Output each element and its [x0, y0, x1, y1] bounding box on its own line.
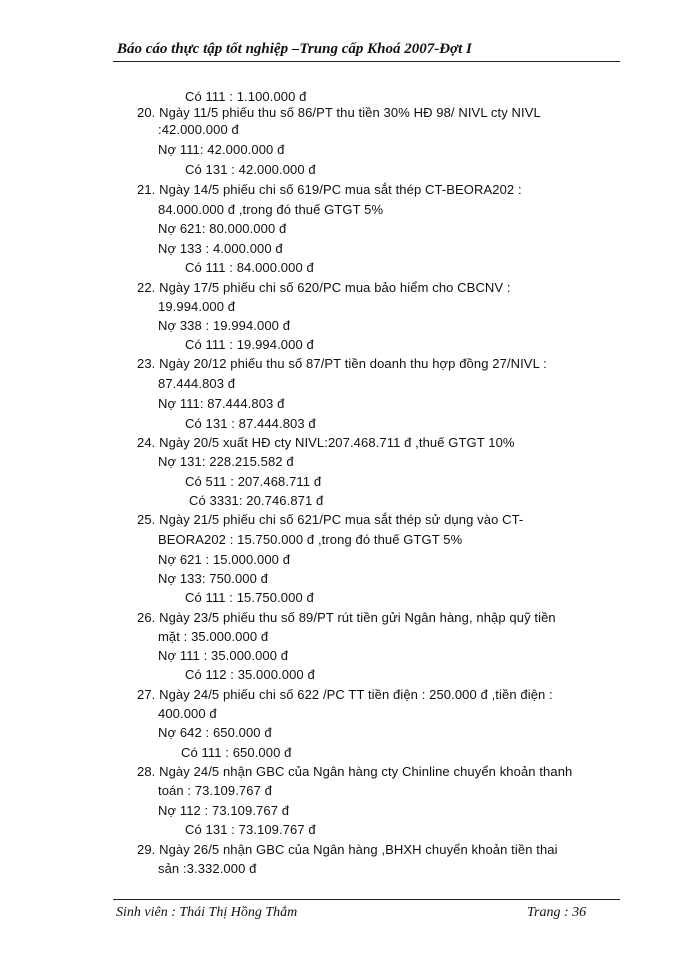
footer-student-name: Sinh viên : Thái Thị Hồng Thắm — [116, 905, 298, 920]
entry-line: Nợ 111 : 35.000.000 đ — [158, 648, 289, 663]
entry-line: Có 111 : 19.994.000 đ — [185, 337, 314, 352]
entry-line: 400.000 đ — [158, 706, 217, 721]
footer-rule — [113, 899, 620, 900]
entry-line: toán : 73.109.767 đ — [158, 783, 272, 798]
entry-line: Có 511 : 207.468.711 đ — [185, 474, 322, 489]
entry-line: 26. Ngày 23/5 phiếu thu số 89/PT rút tiền gửi Ngân hàng, nhập quỹ tiền — [137, 610, 556, 625]
entry-line: sản :3.332.000 đ — [158, 861, 257, 876]
entry-line: 23. Ngày 20/12 phiếu thu số 87/PT tiền doanh thu hợp đồng 27/NIVL : — [137, 356, 547, 371]
entry-line: Có 111 : 650.000 đ — [181, 745, 292, 760]
entry-line: Nợ 112 : 73.109.767 đ — [158, 803, 290, 818]
entry-line: Nợ 111: 42.000.000 đ — [158, 142, 285, 157]
entry-line: 20. Ngày 11/5 phiếu thu số 86/PT thu tiền 30% HĐ 98/ NIVL cty NIVL — [137, 105, 541, 120]
entry-line: Có 131 : 42.000.000 đ — [185, 162, 316, 177]
entry-line: Nợ 133: 750.000 đ — [158, 571, 268, 586]
entry-line: Nợ 621 : 15.000.000 đ — [158, 552, 291, 567]
entry-line: Có 131 : 87.444.803 đ — [185, 416, 316, 431]
document-header: Báo cáo thực tập tốt nghiệp –Trung cấp Khoá 2007-Đợt I — [117, 41, 472, 57]
entry-line: 87.444.803 đ — [158, 376, 236, 391]
entry-line: 22. Ngày 17/5 phiếu chi số 620/PC mua bảo hiểm cho CBCNV : — [137, 280, 511, 295]
page-number: Trang : 36 — [527, 905, 587, 920]
entry-line: 27. Ngày 24/5 phiếu chi số 622 /PC TT tiền điện : 250.000 đ ,tiền điện : — [137, 687, 553, 702]
entry-line: Nợ 131: 228.215.582 đ — [158, 454, 294, 469]
entry-line: Nợ 338 : 19.994.000 đ — [158, 318, 291, 333]
entry-line: Nợ 642 : 650.000 đ — [158, 725, 272, 740]
entry-line: Có 111 : 15.750.000 đ — [185, 590, 314, 605]
entry-line: Nợ 621: 80.000.000 đ — [158, 221, 287, 236]
entry-line: 21. Ngày 14/5 phiếu chi số 619/PC mua sắt thép CT-BEORA202 : — [137, 182, 522, 197]
entry-line: Có 111 : 84.000.000 đ — [185, 260, 314, 275]
entry-line: Có 112 : 35.000.000 đ — [185, 667, 315, 682]
entry-line: 25. Ngày 21/5 phiếu chi số 621/PC mua sắt thép sử dụng vào CT- — [137, 512, 524, 527]
entry-line: mặt : 35.000.000 đ — [158, 629, 269, 644]
entry-line: 19.994.000 đ — [158, 299, 236, 314]
entry-line: 29. Ngày 26/5 nhận GBC của Ngân hàng ,BHXH chuyển khoản tiền thai — [137, 842, 558, 857]
entry-line: Có 111 : 1.100.000 đ — [185, 89, 307, 104]
entry-line: 28. Ngày 24/5 nhận GBC của Ngân hàng cty Chinline chuyển khoản thanh — [137, 764, 573, 779]
entry-line: Nợ 111: 87.444.803 đ — [158, 396, 285, 411]
entry-line: Có 3331: 20.746.871 đ — [189, 493, 324, 508]
entry-line: :42.000.000 đ — [158, 122, 239, 137]
entry-line: Có 131 : 73.109.767 đ — [185, 822, 316, 837]
header-rule — [113, 61, 620, 62]
entry-line: BEORA202 : 15.750.000 đ ,trong đó thuế GTGT 5% — [158, 532, 463, 547]
entry-line: Nợ 133 : 4.000.000 đ — [158, 241, 283, 256]
entry-line: 24. Ngày 20/5 xuất HĐ cty NIVL:207.468.711 đ ,thuế GTGT 10% — [137, 435, 515, 450]
entry-line: 84.000.000 đ ,trong đó thuế GTGT 5% — [158, 202, 384, 217]
